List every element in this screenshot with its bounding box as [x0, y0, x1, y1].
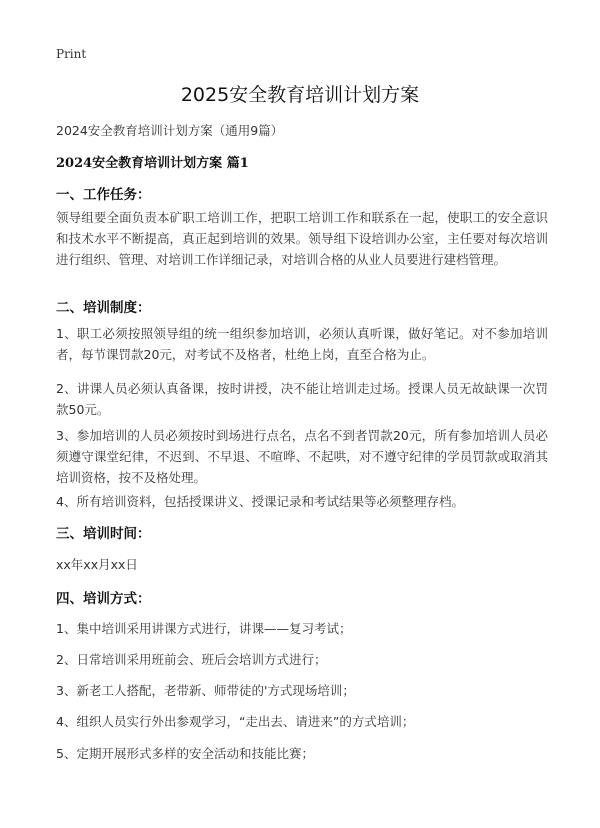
document-subtitle: 2024安全教育培训计划方案（通用9篇）	[56, 123, 284, 138]
training-date: xx年xx月xx日	[56, 557, 138, 572]
section-heading-tasks: 一、工作任务：	[56, 187, 151, 203]
section-tasks-paragraph: 领导组要全面负责本矿职工培训工作，把职工培训工作和联系在一起，使职工的安全意识和技术水平不断提高，真正起到培训的效果。领导组下设培训办公室，主任要对每次培训进行组织、管理、对培训工作详细记录，对培训合格的从业人员要进行建档管理。	[56, 210, 548, 267]
print-label[interactable]: Print	[56, 47, 87, 61]
rules-item-4: 4、所有培训资料，包括授课讲义、授课记录和考试结果等必须整理存档。	[56, 494, 464, 509]
section-heading-rules: 二、培训制度：	[56, 300, 151, 316]
methods-item-2: 2、日常培训采用班前会、班后会培训方式进行；	[56, 652, 327, 667]
page-title: 2025安全教育培训计划方案	[180, 84, 420, 106]
section-heading-methods: 四、培训方式：	[56, 591, 151, 607]
article-title: 2024安全教育培训计划方案 篇1	[56, 156, 249, 171]
methods-item-3: 3、新老工人搭配，老带新、师带徒的'方式现场培训；	[56, 683, 355, 698]
methods-item-4: 4、组织人员实行外出参观学习，“走出去、请进来”的方式培训；	[56, 714, 415, 729]
rules-item-1: 1、职工必须按照领导组的统一组织参加培训，必须认真听课，做好笔记。对不参加培训者，每节课罚款20元，对考试不及格者，杜绝上岗，直至合格为止。	[56, 326, 548, 362]
rules-item-2: 2、讲课人员必须认真备课，按时讲授，决不能让培训走过场。授课人员无故缺课一次罚款50元。	[56, 381, 548, 417]
rules-item-3: 3、参加培训的人员必须按时到场进行点名，点名不到者罚款20元，所有参加培训人员必须遵守课堂纪律，不迟到、不早退、不喧哗、不起哄，对不遵守纪律的学员罚款或取消其培训资格，按不及格处理。	[56, 428, 548, 485]
section-heading-time: 三、培训时间：	[56, 526, 151, 542]
methods-item-1: 1、集中培训采用讲课方式进行，讲课——复习考试；	[56, 621, 352, 636]
methods-item-5: 5、定期开展形式多样的安全活动和技能比赛；	[56, 746, 314, 761]
